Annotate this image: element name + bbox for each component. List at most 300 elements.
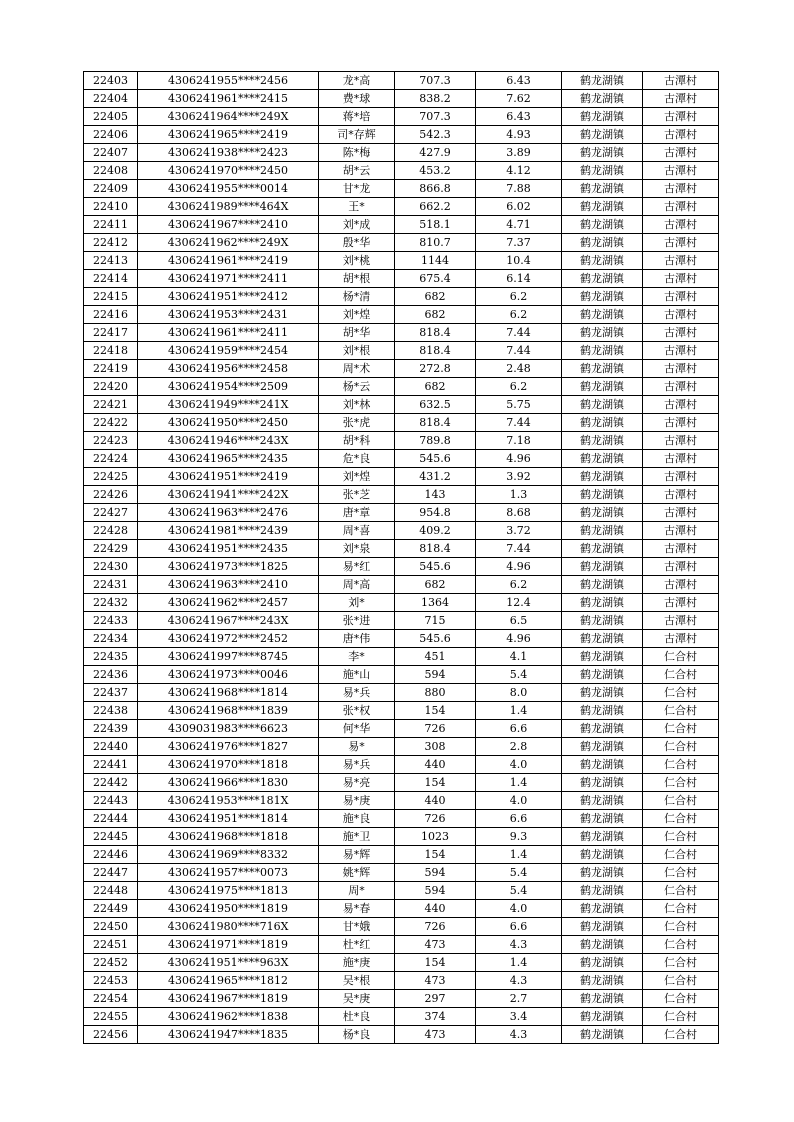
table-row: [84, 666, 719, 684]
amount-cell: 1364: [395, 594, 476, 612]
id-number-cell: 4306241941****242X: [138, 486, 319, 504]
town-cell: 鹤龙湖镇: [562, 576, 643, 594]
id-number-cell: 4306241951****963X: [138, 954, 319, 972]
town-cell: 鹤龙湖镇: [562, 972, 643, 990]
amount-cell: 154: [395, 954, 476, 972]
town-cell: 鹤龙湖镇: [562, 522, 643, 540]
amount-cell: 440: [395, 756, 476, 774]
town-cell: 鹤龙湖镇: [562, 270, 643, 288]
name-cell: 胡*根: [319, 270, 395, 288]
id-number-cell: 4306241949****241X: [138, 396, 319, 414]
row-id-cell: 22422: [84, 414, 138, 432]
row-id-cell: 22403: [84, 72, 138, 90]
name-cell: 甘*龙: [319, 180, 395, 198]
table-row: [84, 990, 719, 1008]
amount-cell: 272.8: [395, 360, 476, 378]
id-number-cell: 4306241967****1819: [138, 990, 319, 1008]
name-cell: 易*: [319, 738, 395, 756]
value-cell: 3.89: [476, 144, 562, 162]
value-cell: 4.93: [476, 126, 562, 144]
name-cell: 易*兵: [319, 756, 395, 774]
name-cell: 张*权: [319, 702, 395, 720]
amount-cell: 473: [395, 972, 476, 990]
village-cell: 古潭村: [643, 162, 719, 180]
value-cell: 9.3: [476, 828, 562, 846]
value-cell: 6.5: [476, 612, 562, 630]
row-id-cell: 22437: [84, 684, 138, 702]
name-cell: 杨*良: [319, 1026, 395, 1044]
value-cell: 5.4: [476, 882, 562, 900]
name-cell: 李*: [319, 648, 395, 666]
amount-cell: 594: [395, 666, 476, 684]
table-row: [84, 396, 719, 414]
row-id-cell: 22453: [84, 972, 138, 990]
value-cell: 4.3: [476, 1026, 562, 1044]
table-row: [84, 1026, 719, 1044]
name-cell: 施*庚: [319, 954, 395, 972]
town-cell: 鹤龙湖镇: [562, 882, 643, 900]
row-id-cell: 22409: [84, 180, 138, 198]
row-id-cell: 22406: [84, 126, 138, 144]
table-row: [84, 846, 719, 864]
row-id-cell: 22416: [84, 306, 138, 324]
row-id-cell: 22455: [84, 1008, 138, 1026]
id-number-cell: 4306241962****2457: [138, 594, 319, 612]
town-cell: 鹤龙湖镇: [562, 486, 643, 504]
id-number-cell: 4306241957****0073: [138, 864, 319, 882]
town-cell: 鹤龙湖镇: [562, 936, 643, 954]
table-row: [84, 90, 719, 108]
id-number-cell: 4306241981****2439: [138, 522, 319, 540]
name-cell: 易*亮: [319, 774, 395, 792]
amount-cell: 954.8: [395, 504, 476, 522]
name-cell: 杨*清: [319, 288, 395, 306]
table-row: [84, 558, 719, 576]
row-id-cell: 22424: [84, 450, 138, 468]
village-cell: 古潭村: [643, 180, 719, 198]
value-cell: 4.3: [476, 972, 562, 990]
id-number-cell: 4306241963****2476: [138, 504, 319, 522]
id-number-cell: 4306241954****2509: [138, 378, 319, 396]
village-cell: 古潭村: [643, 216, 719, 234]
row-id-cell: 22445: [84, 828, 138, 846]
village-cell: 仁合村: [643, 810, 719, 828]
value-cell: 4.0: [476, 756, 562, 774]
id-number-cell: 4306241973****0046: [138, 666, 319, 684]
village-cell: 古潭村: [643, 414, 719, 432]
town-cell: 鹤龙湖镇: [562, 540, 643, 558]
id-number-cell: 4306241961****2415: [138, 90, 319, 108]
value-cell: 4.0: [476, 792, 562, 810]
town-cell: 鹤龙湖镇: [562, 594, 643, 612]
village-cell: 仁合村: [643, 738, 719, 756]
id-number-cell: 4306241970****2450: [138, 162, 319, 180]
amount-cell: 542.3: [395, 126, 476, 144]
table-row: [84, 126, 719, 144]
name-cell: 施*卫: [319, 828, 395, 846]
village-cell: 仁合村: [643, 918, 719, 936]
row-id-cell: 22446: [84, 846, 138, 864]
row-id-cell: 22433: [84, 612, 138, 630]
table-row: [84, 648, 719, 666]
name-cell: 刘*根: [319, 342, 395, 360]
table-row: [84, 1008, 719, 1026]
name-cell: 司*存辉: [319, 126, 395, 144]
village-cell: 仁合村: [643, 684, 719, 702]
row-id-cell: 22404: [84, 90, 138, 108]
row-id-cell: 22428: [84, 522, 138, 540]
amount-cell: 440: [395, 792, 476, 810]
village-cell: 古潭村: [643, 198, 719, 216]
value-cell: 6.02: [476, 198, 562, 216]
table-row: [84, 540, 719, 558]
table-row: [84, 216, 719, 234]
id-number-cell: 4306241951****2435: [138, 540, 319, 558]
row-id-cell: 22414: [84, 270, 138, 288]
amount-cell: 374: [395, 1008, 476, 1026]
row-id-cell: 22421: [84, 396, 138, 414]
table-row: [84, 234, 719, 252]
town-cell: 鹤龙湖镇: [562, 504, 643, 522]
table-row: [84, 162, 719, 180]
value-cell: 1.4: [476, 846, 562, 864]
id-number-cell: 4306241961****2411: [138, 324, 319, 342]
row-id-cell: 22450: [84, 918, 138, 936]
amount-cell: 726: [395, 918, 476, 936]
amount-cell: 473: [395, 1026, 476, 1044]
row-id-cell: 22440: [84, 738, 138, 756]
name-cell: 殷*华: [319, 234, 395, 252]
table-row: [84, 144, 719, 162]
amount-cell: 473: [395, 936, 476, 954]
town-cell: 鹤龙湖镇: [562, 414, 643, 432]
town-cell: 鹤龙湖镇: [562, 108, 643, 126]
id-number-cell: 4306241946****243X: [138, 432, 319, 450]
value-cell: 4.96: [476, 450, 562, 468]
village-cell: 古潭村: [643, 468, 719, 486]
value-cell: 4.1: [476, 648, 562, 666]
table-row: [84, 522, 719, 540]
id-number-cell: 4306241971****1819: [138, 936, 319, 954]
row-id-cell: 22427: [84, 504, 138, 522]
value-cell: 4.96: [476, 558, 562, 576]
value-cell: 1.4: [476, 954, 562, 972]
table-row: [84, 252, 719, 270]
village-cell: 古潭村: [643, 144, 719, 162]
town-cell: 鹤龙湖镇: [562, 846, 643, 864]
town-cell: 鹤龙湖镇: [562, 450, 643, 468]
id-number-cell: 4306241968****1839: [138, 702, 319, 720]
town-cell: 鹤龙湖镇: [562, 198, 643, 216]
amount-cell: 297: [395, 990, 476, 1008]
name-cell: 刘*成: [319, 216, 395, 234]
town-cell: 鹤龙湖镇: [562, 126, 643, 144]
value-cell: 7.44: [476, 414, 562, 432]
amount-cell: 427.9: [395, 144, 476, 162]
village-cell: 仁合村: [643, 954, 719, 972]
name-cell: 吴*根: [319, 972, 395, 990]
id-number-cell: 4306241956****2458: [138, 360, 319, 378]
name-cell: 施*山: [319, 666, 395, 684]
village-cell: 仁合村: [643, 702, 719, 720]
town-cell: 鹤龙湖镇: [562, 234, 643, 252]
id-number-cell: 4306241961****2419: [138, 252, 319, 270]
amount-cell: 818.4: [395, 414, 476, 432]
id-number-cell: 4306241955****2456: [138, 72, 319, 90]
table-row: [84, 918, 719, 936]
table-row: [84, 954, 719, 972]
table-row: [84, 900, 719, 918]
id-number-cell: 4306241968****1814: [138, 684, 319, 702]
value-cell: 1.4: [476, 702, 562, 720]
village-cell: 古潭村: [643, 252, 719, 270]
value-cell: 2.8: [476, 738, 562, 756]
amount-cell: 632.5: [395, 396, 476, 414]
amount-cell: 154: [395, 774, 476, 792]
value-cell: 7.44: [476, 540, 562, 558]
village-cell: 古潭村: [643, 90, 719, 108]
row-id-cell: 22431: [84, 576, 138, 594]
town-cell: 鹤龙湖镇: [562, 738, 643, 756]
value-cell: 4.0: [476, 900, 562, 918]
row-id-cell: 22434: [84, 630, 138, 648]
id-number-cell: 4306241950****1819: [138, 900, 319, 918]
id-number-cell: 4306241967****243X: [138, 612, 319, 630]
town-cell: 鹤龙湖镇: [562, 666, 643, 684]
value-cell: 6.2: [476, 288, 562, 306]
table-row: [84, 342, 719, 360]
name-cell: 吴*庚: [319, 990, 395, 1008]
town-cell: 鹤龙湖镇: [562, 288, 643, 306]
row-id-cell: 22412: [84, 234, 138, 252]
town-cell: 鹤龙湖镇: [562, 792, 643, 810]
town-cell: 鹤龙湖镇: [562, 378, 643, 396]
table-row: [84, 414, 719, 432]
row-id-cell: 22441: [84, 756, 138, 774]
town-cell: 鹤龙湖镇: [562, 1026, 643, 1044]
name-cell: 费*球: [319, 90, 395, 108]
village-cell: 古潭村: [643, 234, 719, 252]
village-cell: 仁合村: [643, 846, 719, 864]
name-cell: 胡*科: [319, 432, 395, 450]
id-number-cell: 4306241968****1818: [138, 828, 319, 846]
id-number-cell: 4306241966****1830: [138, 774, 319, 792]
table-row: [84, 378, 719, 396]
row-id-cell: 22423: [84, 432, 138, 450]
value-cell: 10.4: [476, 252, 562, 270]
amount-cell: 1023: [395, 828, 476, 846]
town-cell: 鹤龙湖镇: [562, 1008, 643, 1026]
name-cell: 陈*梅: [319, 144, 395, 162]
amount-cell: 682: [395, 576, 476, 594]
village-cell: 仁合村: [643, 666, 719, 684]
amount-cell: 545.6: [395, 558, 476, 576]
town-cell: 鹤龙湖镇: [562, 90, 643, 108]
town-cell: 鹤龙湖镇: [562, 360, 643, 378]
row-id-cell: 22418: [84, 342, 138, 360]
name-cell: 刘*泉: [319, 540, 395, 558]
table-row: [84, 630, 719, 648]
village-cell: 古潭村: [643, 342, 719, 360]
table-row: [84, 612, 719, 630]
table-row: [84, 198, 719, 216]
name-cell: 杜*良: [319, 1008, 395, 1026]
village-cell: 仁合村: [643, 882, 719, 900]
amount-cell: 518.1: [395, 216, 476, 234]
id-number-cell: 4306241975****1813: [138, 882, 319, 900]
name-cell: 危*良: [319, 450, 395, 468]
value-cell: 6.6: [476, 918, 562, 936]
id-number-cell: 4306241953****2431: [138, 306, 319, 324]
row-id-cell: 22435: [84, 648, 138, 666]
table-row: [84, 738, 719, 756]
village-cell: 古潭村: [643, 108, 719, 126]
amount-cell: 431.2: [395, 468, 476, 486]
village-cell: 仁合村: [643, 1026, 719, 1044]
amount-cell: 682: [395, 378, 476, 396]
table-row: [84, 882, 719, 900]
name-cell: 唐*伟: [319, 630, 395, 648]
town-cell: 鹤龙湖镇: [562, 324, 643, 342]
village-cell: 古潭村: [643, 576, 719, 594]
name-cell: 易*兵: [319, 684, 395, 702]
row-id-cell: 22448: [84, 882, 138, 900]
id-number-cell: 4306241969****8332: [138, 846, 319, 864]
table-row: [84, 504, 719, 522]
table-row: [84, 432, 719, 450]
amount-cell: 726: [395, 810, 476, 828]
value-cell: 8.0: [476, 684, 562, 702]
name-cell: 易*辉: [319, 846, 395, 864]
amount-cell: 154: [395, 846, 476, 864]
name-cell: 刘*: [319, 594, 395, 612]
amount-cell: 726: [395, 720, 476, 738]
name-cell: 周*: [319, 882, 395, 900]
row-id-cell: 22439: [84, 720, 138, 738]
name-cell: 甘*娥: [319, 918, 395, 936]
row-id-cell: 22419: [84, 360, 138, 378]
town-cell: 鹤龙湖镇: [562, 648, 643, 666]
town-cell: 鹤龙湖镇: [562, 468, 643, 486]
name-cell: 易*红: [319, 558, 395, 576]
village-cell: 仁合村: [643, 972, 719, 990]
id-number-cell: 4306241970****1818: [138, 756, 319, 774]
town-cell: 鹤龙湖镇: [562, 72, 643, 90]
name-cell: 周*喜: [319, 522, 395, 540]
village-cell: 古潭村: [643, 540, 719, 558]
row-id-cell: 22436: [84, 666, 138, 684]
table-row: [84, 864, 719, 882]
village-cell: 仁合村: [643, 828, 719, 846]
id-number-cell: 4306241989****464X: [138, 198, 319, 216]
row-id-cell: 22405: [84, 108, 138, 126]
value-cell: 8.68: [476, 504, 562, 522]
name-cell: 杨*云: [319, 378, 395, 396]
village-cell: 仁合村: [643, 720, 719, 738]
row-id-cell: 22425: [84, 468, 138, 486]
amount-cell: 143: [395, 486, 476, 504]
town-cell: 鹤龙湖镇: [562, 558, 643, 576]
name-cell: 易*庚: [319, 792, 395, 810]
village-cell: 古潭村: [643, 558, 719, 576]
amount-cell: 818.4: [395, 342, 476, 360]
id-number-cell: 4306241967****2410: [138, 216, 319, 234]
village-cell: 古潭村: [643, 612, 719, 630]
row-id-cell: 22447: [84, 864, 138, 882]
value-cell: 1.4: [476, 774, 562, 792]
value-cell: 2.7: [476, 990, 562, 1008]
value-cell: 7.44: [476, 324, 562, 342]
table-row: [84, 684, 719, 702]
name-cell: 姚*辉: [319, 864, 395, 882]
amount-cell: 715: [395, 612, 476, 630]
id-number-cell: 4306241972****2452: [138, 630, 319, 648]
table-row: [84, 270, 719, 288]
table-row: [84, 792, 719, 810]
village-cell: 古潭村: [643, 504, 719, 522]
row-id-cell: 22429: [84, 540, 138, 558]
village-cell: 古潭村: [643, 72, 719, 90]
town-cell: 鹤龙湖镇: [562, 774, 643, 792]
town-cell: 鹤龙湖镇: [562, 810, 643, 828]
village-cell: 古潭村: [643, 126, 719, 144]
village-cell: 古潭村: [643, 288, 719, 306]
value-cell: 3.4: [476, 1008, 562, 1026]
town-cell: 鹤龙湖镇: [562, 432, 643, 450]
id-number-cell: 4306241959****2454: [138, 342, 319, 360]
table-row: [84, 936, 719, 954]
village-cell: 古潭村: [643, 378, 719, 396]
row-id-cell: 22415: [84, 288, 138, 306]
row-id-cell: 22454: [84, 990, 138, 1008]
value-cell: 5.4: [476, 864, 562, 882]
name-cell: 周*术: [319, 360, 395, 378]
row-id-cell: 22442: [84, 774, 138, 792]
id-number-cell: 4306241973****1825: [138, 558, 319, 576]
table-row: [84, 594, 719, 612]
row-id-cell: 22417: [84, 324, 138, 342]
name-cell: 刘*桃: [319, 252, 395, 270]
town-cell: 鹤龙湖镇: [562, 162, 643, 180]
amount-cell: 707.3: [395, 72, 476, 90]
amount-cell: 594: [395, 864, 476, 882]
amount-cell: 409.2: [395, 522, 476, 540]
amount-cell: 545.6: [395, 450, 476, 468]
name-cell: 刘*林: [319, 396, 395, 414]
amount-cell: 866.8: [395, 180, 476, 198]
id-number-cell: 4306241964****249X: [138, 108, 319, 126]
village-cell: 仁合村: [643, 936, 719, 954]
amount-cell: 682: [395, 288, 476, 306]
name-cell: 张*芝: [319, 486, 395, 504]
town-cell: 鹤龙湖镇: [562, 864, 643, 882]
table-row: [84, 972, 719, 990]
id-number-cell: 4306241965****1812: [138, 972, 319, 990]
amount-cell: 880: [395, 684, 476, 702]
table-row: [84, 810, 719, 828]
amount-cell: 818.4: [395, 324, 476, 342]
id-number-cell: 4306241951****1814: [138, 810, 319, 828]
row-id-cell: 22408: [84, 162, 138, 180]
table-row: [84, 576, 719, 594]
id-number-cell: 4306241951****2412: [138, 288, 319, 306]
value-cell: 6.43: [476, 72, 562, 90]
amount-cell: 662.2: [395, 198, 476, 216]
town-cell: 鹤龙湖镇: [562, 216, 643, 234]
value-cell: 6.2: [476, 306, 562, 324]
town-cell: 鹤龙湖镇: [562, 630, 643, 648]
value-cell: 6.43: [476, 108, 562, 126]
